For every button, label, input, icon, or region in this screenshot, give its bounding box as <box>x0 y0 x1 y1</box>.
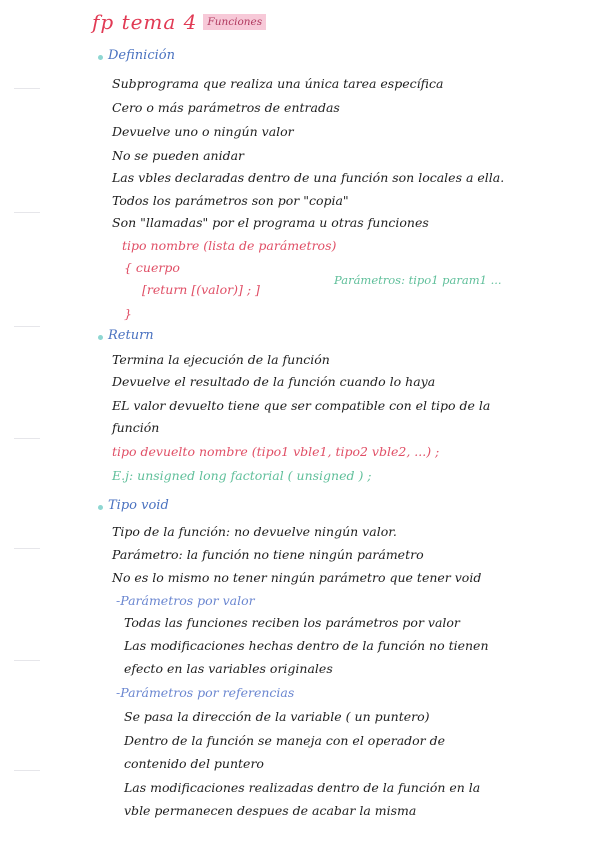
definicion-line: Subprograma que realiza una única tarea específica <box>112 76 444 91</box>
subheading-por-valor: -Parámetros por valor <box>116 593 255 608</box>
definicion-line: No se pueden anidar <box>112 148 245 163</box>
section-bullet-icon <box>98 505 103 510</box>
definicion-line: Devuelve uno o ningún valor <box>112 124 294 139</box>
return-line: EL valor devuelto tiene que ser compatible con el tipo de la <box>112 398 491 413</box>
return-prototype: tipo devuelto nombre (tipo1 vble1, tipo2 vble2, ...) ; <box>112 444 440 459</box>
definicion-line: Cero o más parámetros de entradas <box>112 100 340 115</box>
section-heading-tipo-void: Tipo void <box>108 498 169 513</box>
definicion-line: Las vbles declaradas dentro de una función son locales a ella. <box>112 170 505 185</box>
page-margin <box>0 0 60 848</box>
margin-mark <box>14 88 40 89</box>
void-line: Tipo de la función: no devuelve ningún valor. <box>112 524 397 539</box>
code-body-open: { cuerpo <box>124 260 180 275</box>
por-referencia-line: Se pasa la dirección de la variable ( un puntero) <box>124 709 430 724</box>
section-heading-return: Return <box>108 328 154 343</box>
code-body-close: } <box>124 306 132 321</box>
margin-mark <box>14 326 40 327</box>
parametros-note: Parámetros: tipo1 param1 ... <box>334 273 502 287</box>
por-valor-line: Todas las funciones reciben los parámetros por valor <box>124 615 460 630</box>
void-line: Parámetro: la función no tiene ningún parámetro <box>112 547 424 562</box>
return-line: Termina la ejecución de la función <box>112 352 330 367</box>
margin-mark <box>14 660 40 661</box>
return-line: Devuelve el resultado de la función cuando lo haya <box>112 374 436 389</box>
por-referencia-line: contenido del puntero <box>124 756 264 771</box>
por-referencia-line: Las modificaciones realizadas dentro de la función en la <box>124 780 481 795</box>
code-signature: tipo nombre (lista de parámetros) <box>122 238 337 253</box>
section-bullet-icon <box>98 335 103 340</box>
title-highlight-tag: Funciones <box>203 14 266 30</box>
section-bullet-icon <box>98 55 103 60</box>
code-return: [return [(valor)] ; ] <box>142 282 260 297</box>
por-referencia-line: Dentro de la función se maneja con el operador de <box>124 733 446 748</box>
por-valor-line: efecto en las variables originales <box>124 661 333 676</box>
margin-mark <box>14 438 40 439</box>
por-referencia-line: vble permanecen despues de acabar la misma <box>124 803 417 818</box>
por-valor-line: Las modificaciones hechas dentro de la función no tienen <box>124 638 489 653</box>
margin-mark <box>14 548 40 549</box>
page-header <box>92 8 266 34</box>
definicion-line: Son "llamadas" por el programa u otras funciones <box>112 215 429 230</box>
void-line: No es lo mismo no tener ningún parámetro que tener void <box>112 570 482 585</box>
return-line: función <box>112 420 160 435</box>
margin-mark <box>14 770 40 771</box>
return-example: E.j: unsigned long factorial ( unsigned ) ; <box>112 468 372 483</box>
subheading-por-referencias: -Parámetros por referencias <box>116 685 295 700</box>
page-title: fp tema 4 <box>92 10 198 34</box>
margin-mark <box>14 212 40 213</box>
section-heading-definicion: Definición <box>108 48 175 63</box>
definicion-line: Todos los parámetros son por "copia" <box>112 193 349 208</box>
